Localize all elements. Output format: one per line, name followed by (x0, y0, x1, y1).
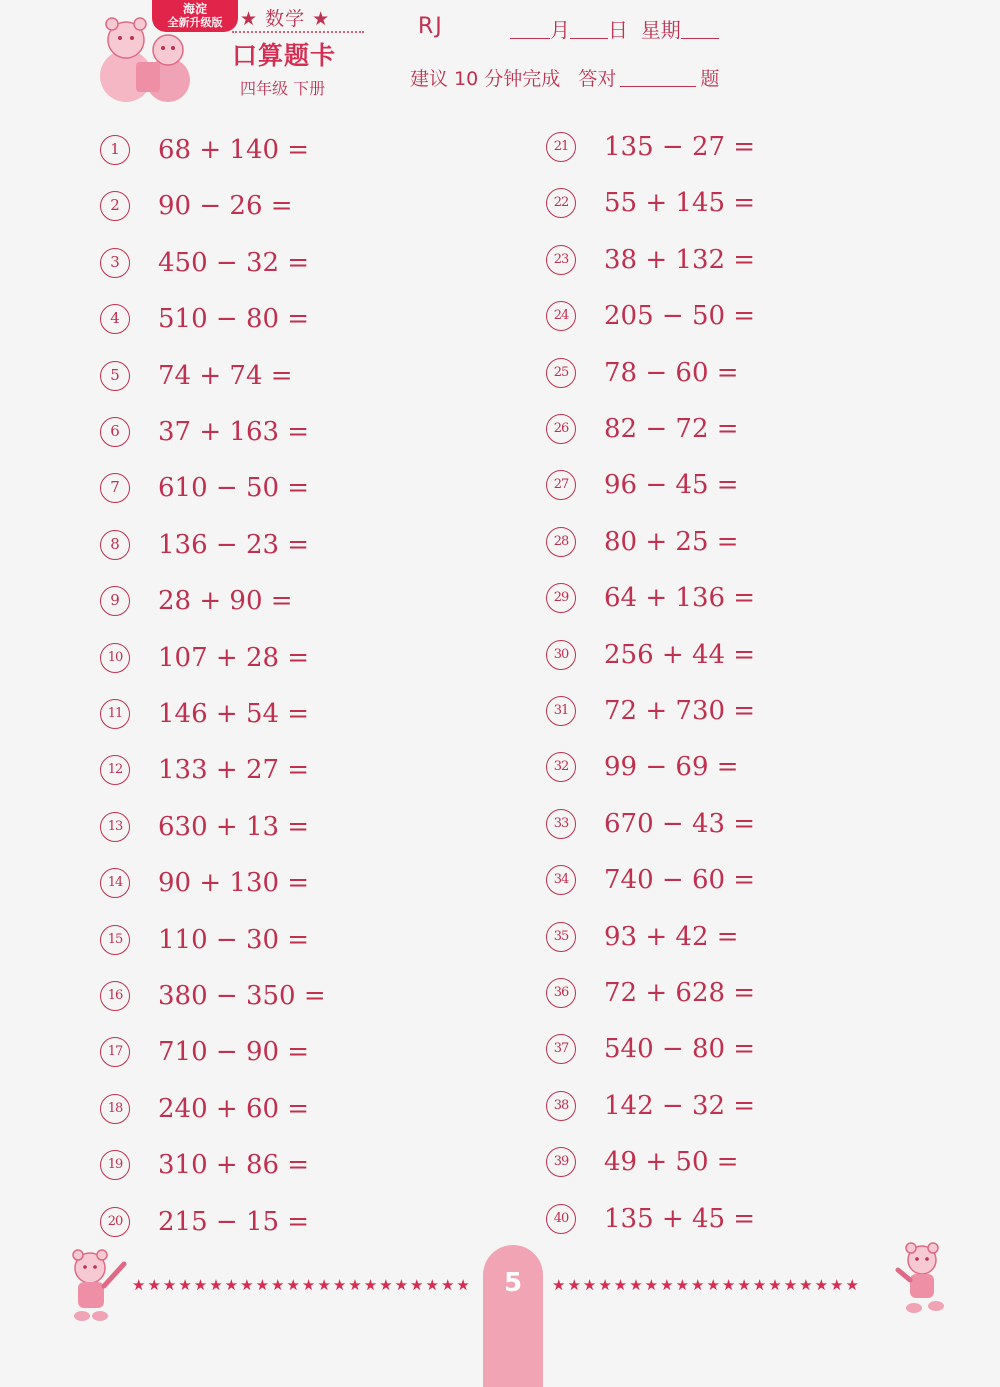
problem-expression: 93 + 42 = (604, 922, 739, 952)
problem-expression: 28 + 90 = (158, 586, 293, 616)
problem-number: 26 (546, 414, 576, 444)
problem-expression: 540 − 80 = (604, 1034, 756, 1064)
problem-expression: 72 + 628 = (604, 978, 756, 1008)
problem-number: 36 (546, 978, 576, 1008)
problem-expression: 610 − 50 = (158, 473, 310, 503)
problem-number: 34 (546, 865, 576, 895)
day-label: 日 (608, 18, 628, 42)
problem-number: 38 (546, 1091, 576, 1121)
page-tab (483, 1245, 543, 1387)
weekday-label: 星期 (640, 18, 681, 42)
problem-number: 22 (546, 188, 576, 218)
problem-expression: 670 − 43 = (604, 809, 756, 839)
problem-number: 28 (546, 527, 576, 557)
page-number: 5 (503, 1268, 523, 1298)
problem-number: 13 (100, 812, 130, 842)
problem-expression: 68 + 140 = (158, 135, 310, 165)
problem-number: 40 (546, 1204, 576, 1234)
problem-expression: 37 + 163 = (158, 417, 310, 447)
problem-number: 8 (100, 530, 130, 560)
problem-expression: 215 − 15 = (158, 1207, 310, 1237)
problem-expression: 135 − 27 = (604, 132, 756, 162)
problem-expression: 99 − 69 = (604, 752, 739, 782)
problem-number: 6 (100, 417, 130, 447)
problem-expression: 310 + 86 = (158, 1150, 310, 1180)
subject-label: ★ 数学 ★ (240, 8, 331, 30)
problem-number: 39 (546, 1147, 576, 1177)
problem-number: 33 (546, 809, 576, 839)
problem-expression: 240 + 60 = (158, 1094, 310, 1124)
problem-expression: 135 + 45 = (604, 1204, 756, 1234)
problem-number: 30 (546, 640, 576, 670)
problem-expression: 133 + 27 = (158, 755, 310, 785)
problem-number: 3 (100, 248, 130, 278)
grade-label: 四年级 下册 (240, 79, 326, 98)
problem-expression: 450 − 32 = (158, 248, 310, 278)
month-label: 月 (550, 18, 570, 42)
edition-code: RJ (418, 14, 444, 39)
bear-dancing-icon (892, 1240, 952, 1318)
problem-expression: 380 − 350 = (158, 981, 326, 1011)
problem-number: 25 (546, 358, 576, 388)
page-title: 口算题卡 (232, 41, 337, 70)
problem-number: 24 (546, 301, 576, 331)
problem-number: 1 (100, 135, 130, 165)
problem-number: 2 (100, 191, 130, 221)
date-line (510, 14, 719, 43)
footer-stars-right: ★★★★★★★★★★★★★★★★★★★★ (552, 1276, 861, 1294)
correct-suffix: 题 (700, 68, 720, 90)
problem-expression: 107 + 28 = (158, 643, 310, 673)
title-divider (232, 31, 364, 33)
problem-number: 5 (100, 361, 130, 391)
problem-number: 9 (100, 586, 130, 616)
instruction-line (410, 64, 719, 91)
problem-number: 10 (100, 643, 130, 673)
problem-number: 23 (546, 245, 576, 275)
weekday-blank[interactable] (681, 20, 719, 39)
problem-expression: 256 + 44 = (604, 640, 756, 670)
time-suggestion: 建议 10 分钟完成 (410, 68, 561, 90)
bear-waving-icon (62, 1246, 132, 1324)
badge-line2: 全新升级版 (167, 16, 223, 29)
problem-expression: 72 + 730 = (604, 696, 756, 726)
problem-expression: 96 − 45 = (604, 470, 739, 500)
problem-expression: 136 − 23 = (158, 530, 310, 560)
problem-expression: 110 − 30 = (158, 925, 310, 955)
problem-expression: 38 + 132 = (604, 245, 756, 275)
problem-number: 12 (100, 755, 130, 785)
problem-number: 14 (100, 868, 130, 898)
problem-number: 27 (546, 470, 576, 500)
problem-expression: 146 + 54 = (158, 699, 310, 729)
problem-expression: 49 + 50 = (604, 1147, 739, 1177)
problem-expression: 710 − 90 = (158, 1037, 310, 1067)
correct-count-blank[interactable] (620, 70, 696, 87)
problem-expression: 82 − 72 = (604, 414, 739, 444)
problem-expression: 90 + 130 = (158, 868, 310, 898)
problem-number: 4 (100, 304, 130, 334)
problem-number: 7 (100, 473, 130, 503)
problem-expression: 90 − 26 = (158, 191, 293, 221)
edition-badge (152, 0, 238, 32)
problem-expression: 80 + 25 = (604, 527, 739, 557)
problem-number: 18 (100, 1094, 130, 1124)
badge-line1: 海淀 (182, 2, 207, 16)
problem-number: 37 (546, 1034, 576, 1064)
correct-prefix: 答对 (578, 68, 617, 90)
problem-expression: 510 − 80 = (158, 304, 310, 334)
problem-expression: 142 − 32 = (604, 1091, 756, 1121)
problem-expression: 74 + 74 = (158, 361, 293, 391)
footer-stars-left: ★★★★★★★★★★★★★★★★★★★★★★ (132, 1276, 472, 1294)
problem-number: 11 (100, 699, 130, 729)
month-blank[interactable] (510, 20, 550, 39)
problem-number: 17 (100, 1037, 130, 1067)
problem-expression: 78 − 60 = (604, 358, 739, 388)
problem-number: 32 (546, 752, 576, 782)
problem-number: 16 (100, 981, 130, 1011)
problem-expression: 64 + 136 = (604, 583, 756, 613)
problem-number: 20 (100, 1207, 130, 1237)
problem-number: 35 (546, 922, 576, 952)
problem-expression: 740 − 60 = (604, 865, 756, 895)
problem-number: 19 (100, 1150, 130, 1180)
problem-expression: 205 − 50 = (604, 301, 756, 331)
problem-expression: 55 + 145 = (604, 188, 756, 218)
problem-number: 15 (100, 925, 130, 955)
problem-number: 31 (546, 696, 576, 726)
day-blank[interactable] (570, 20, 608, 39)
problem-expression: 630 + 13 = (158, 812, 310, 842)
problem-number: 21 (546, 132, 576, 162)
problem-number: 29 (546, 583, 576, 613)
